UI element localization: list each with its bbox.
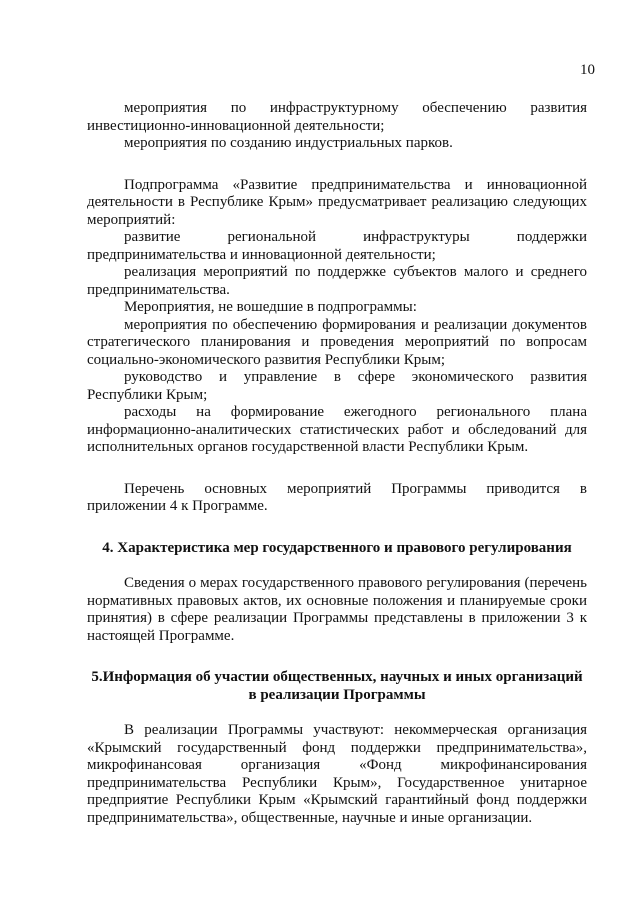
section-5-heading-line1: 5.Информация об участии общественных, научных и иных организаций: [91, 669, 583, 685]
not-included-item: расходы на формирование ежегодного регионального плана информационно-аналитических статистических работ и обследований для исполнительных органов государственной власти Республики Крым.: [87, 404, 587, 455]
section-4-text: Сведения о мерах государственного правового регулирования (перечень нормативных правовых актов, их основные положения и планируемые сроки принятия) в сфере реализации Программы представлены в приложении 3 к настоящей Программе.: [87, 575, 587, 644]
not-included-item: мероприятия по обеспечению формирования и реализации документов стратегического планирования и проведения мероприятий по вопросам социально-экономического развития Республики Крым;: [87, 316, 587, 368]
subprogram-item: развитие региональной инфраструктуры поддержки предпринимательства и инновационной деятельности;: [87, 229, 587, 263]
paragraph-industrial-parks: мероприятия по созданию индустриальных парков.: [124, 135, 453, 151]
not-included-intro: Мероприятия, не вошедшие в подпрограммы:: [124, 299, 417, 315]
document-body: [87, 100, 587, 827]
list-reference: Перечень основных мероприятий Программы приводится в приложении 4 к Программе.: [87, 480, 587, 514]
section-5-heading-line2: в реализации Программы: [248, 686, 426, 703]
section-4-heading: 4. Характеристика мер государственного и правового регулирования: [102, 539, 572, 556]
page-number: 10: [580, 62, 595, 78]
section-5-heading: [87, 669, 587, 704]
subprogram-item: реализация мероприятий по поддержке субъектов малого и среднего предпринимательства.: [87, 264, 587, 298]
subprogram-intro: Подпрограмма «Развитие предпринимательства и инновационной деятельности в Республике Крым» предусматривает реализацию следующих мероприятий:: [87, 176, 587, 228]
not-included-item: руководство и управление в сфере экономического развития Республики Крым;: [87, 369, 587, 403]
section-5-text: В реализации Программы участвуют: некоммерческая организация «Крымский государственный фонд поддержки предпринимательства», микрофинансовая организация «Фонд микрофинансирования предпринимательства Республики Крым», Государственное унитарное предприятие Республики Крым «Крымский гарантийный фонд поддержки предпринимательства», общественные, научные и иные организации.: [87, 722, 587, 826]
paragraph-infrastructure: мероприятия по инфраструктурному обеспечению развития инвестиционно-инновационной деятельности;: [87, 100, 587, 134]
